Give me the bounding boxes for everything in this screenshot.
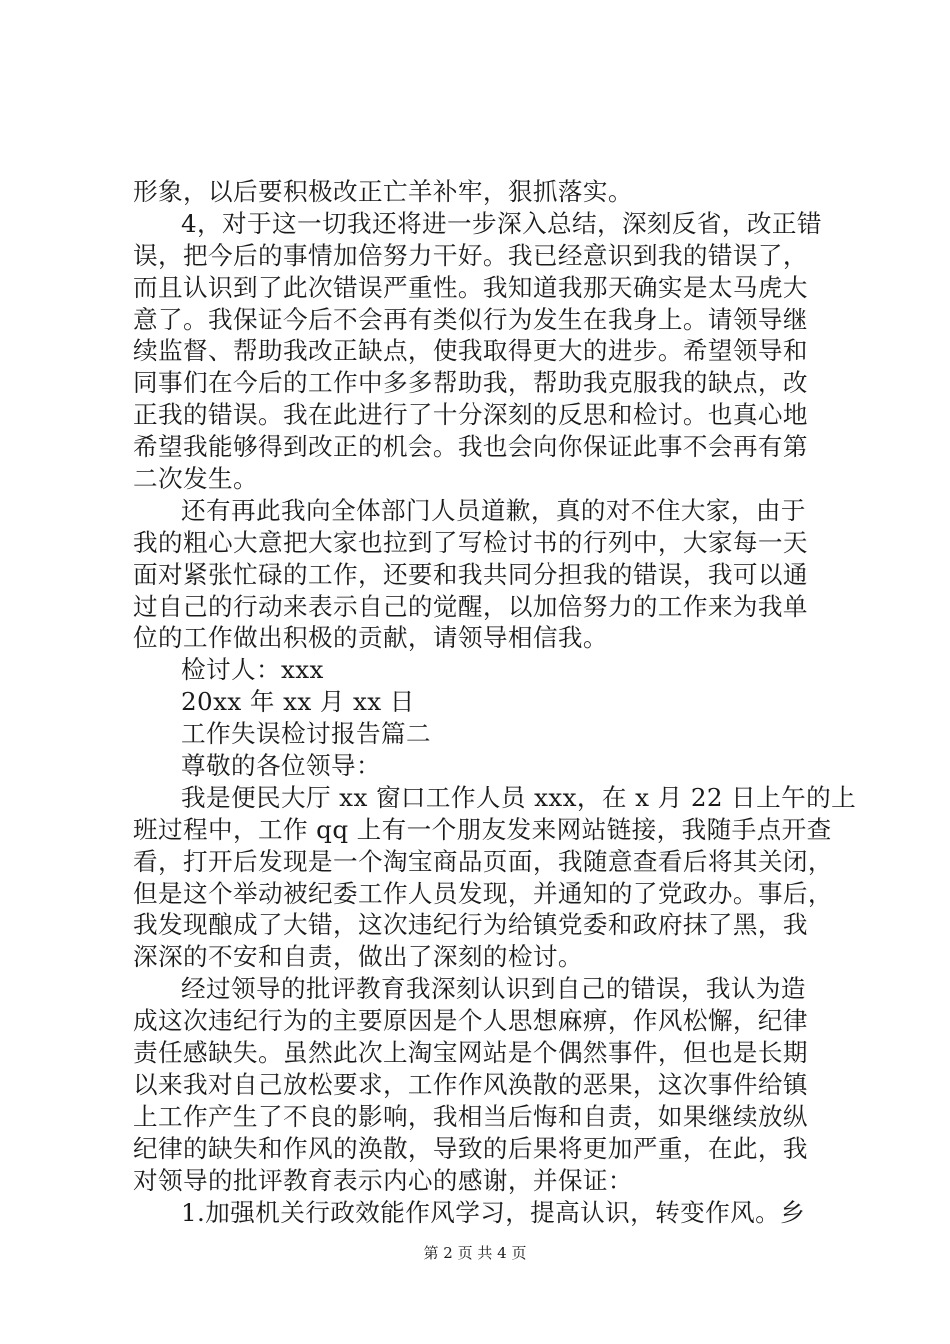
text-line: 1.加强机关行政效能作风学习，提高认识，转变作风。乡 [181,1197,806,1227]
text-line: 但是这个举动被纪委工作人员发现，并通知的了党政办。事后， [133,878,833,908]
text-line: 同事们在今后的工作中多多帮助我，帮助我克服我的缺点，改 [133,368,808,398]
text-line: 4，对于这一切我还将进一步深入总结，深刻反省，改正错 [181,208,822,238]
text-line: 意了。我保证今后不会再有类似行为发生在我身上。请领导继 [133,304,808,334]
text-line: 希望我能够得到改正的机会。我也会向你保证此事不会再有第 [133,432,808,462]
text-line: 纪律的缺失和作风的涣散，导致的后果将更加严重，在此，我 [133,1133,808,1163]
text-line: 续监督、帮助我改正缺点，使我取得更大的进步。希望领导和 [133,336,808,366]
document-body [133,176,857,1228]
text-line: 我是便民大厅 xx 窗口工作人员 xxx，在 x 月 22 日上午的上 [181,782,857,812]
text-line: 以来我对自己放松要求，工作作风涣散的恶果，这次事件给镇 [133,1069,808,1099]
text-line: 班过程中，工作 qq 上有一个朋友发来网站链接，我随手点开查 [133,814,832,844]
text-line: 检讨人：xxx [181,655,324,685]
text-line: 责任感缺失。虽然此次上淘宝网站是个偶然事件，但也是长期 [133,1038,808,1068]
text-line: 正我的错误。我在此进行了十分深刻的反思和检讨。也真心地 [133,400,808,430]
text-line: 对领导的批评教育表示内心的感谢，并保证： [133,1165,633,1195]
text-line: 误，把今后的事情加倍努力干好。我已经意识到我的错误了， [133,240,808,270]
text-line: 尊敬的各位领导： [181,751,381,781]
text-line: 我发现酿成了大错，这次违纪行为给镇党委和政府抹了黑，我 [133,910,808,940]
text-line: 还有再此我向全体部门人员道歉，真的对不住大家，由于 [181,495,806,525]
text-line: 深深的不安和自责，做出了深刻的检讨。 [133,942,583,972]
text-line: 成这次违纪行为的主要原因是个人思想麻痹，作风松懈，纪律 [133,1006,808,1036]
text-line: 我的粗心大意把大家也拉到了写检讨书的行列中，大家每一天 [133,527,808,557]
text-line: 经过领导的批评教育我深刻认识到自己的错误，我认为造 [181,974,806,1004]
text-line: 位的工作做出积极的贡献，请领导相信我。 [133,623,608,653]
text-line: 20xx 年 xx 月 xx 日 [181,687,415,717]
text-line: 形象，以后要积极改正亡羊补牢，狠抓落实。 [133,177,633,206]
text-line: 上工作产生了不良的影响，我相当后悔和自责，如果继续放纵 [133,1101,808,1131]
text-line: 看，打开后发现是一个淘宝商品页面，我随意查看后将其关闭， [133,846,833,876]
page-footer: 第 2 页 共 4 页 [423,1244,527,1262]
text-line: 工作失误检讨报告篇二 [181,719,431,749]
text-line: 而且认识到了此次错误严重性。我知道我那天确实是太马虎大 [133,272,808,302]
text-line: 过自己的行动来表示自己的觉醒，以加倍努力的工作来为我单 [133,591,808,621]
text-line: 二次发生。 [133,464,258,494]
text-line: 面对紧张忙碌的工作，还要和我共同分担我的错误，我可以通 [133,559,808,589]
